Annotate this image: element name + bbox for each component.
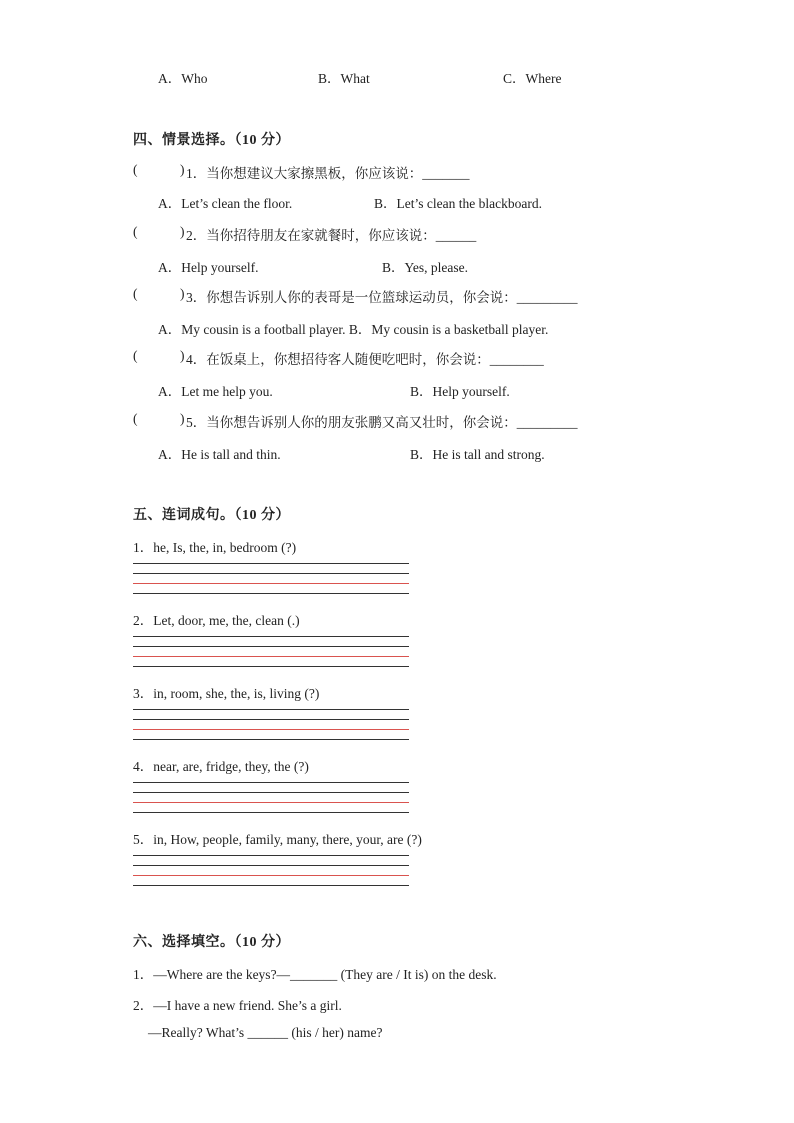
option-b-what: B．What <box>318 71 370 86</box>
question-text: 1．当你想建议大家擦黑板，你应该说：_______ <box>186 166 470 181</box>
question-text: 5．当你想告诉别人你的朋友张鹏又高又壮时，你会说：_________ <box>186 415 578 430</box>
writing-line <box>133 782 409 783</box>
section6-line-3: —Really? What’s ______ (his / her) name? <box>148 1025 383 1040</box>
option-c-where: C．Where <box>503 71 562 86</box>
answer-paren-close: ) <box>180 286 185 301</box>
writing-line-red <box>133 583 409 584</box>
choice-b: B．Help yourself. <box>410 384 510 399</box>
choice-a: A．He is tall and thin. <box>158 447 281 462</box>
section6-line-2: 2．—I have a new friend. She’s a girl. <box>133 998 342 1013</box>
section4-title: 四、情景选择。（10 分） <box>133 133 290 148</box>
writing-lines[interactable] <box>133 563 409 595</box>
writing-line <box>133 563 409 564</box>
answer-paren-close: ) <box>180 411 185 426</box>
writing-line <box>133 792 409 793</box>
answer-paren-open: ( <box>133 224 138 239</box>
writing-line <box>133 719 409 720</box>
choice-a: A．Let’s clean the floor. <box>158 196 293 211</box>
writing-line <box>133 885 409 886</box>
option-a-who: A．Who <box>158 71 208 86</box>
writing-line-red <box>133 729 409 730</box>
answer-paren-open: ( <box>133 162 138 177</box>
answer-paren-open: ( <box>133 286 138 301</box>
word-prompt: 3．in, room, she, the, is, living (?) <box>133 686 320 701</box>
question-text: 4．在饭桌上，你想招待客人随便吃吧时，你会说：________ <box>186 352 544 367</box>
writing-line <box>133 593 409 594</box>
answer-paren-open: ( <box>133 348 138 363</box>
writing-line <box>133 855 409 856</box>
writing-line <box>133 739 409 740</box>
word-prompt: 2．Let, door, me, the, clean (.) <box>133 613 300 628</box>
choice-a-and-b: A．My cousin is a football player. B．My cousin is a basketball player. <box>158 322 549 337</box>
word-prompt: 5．in, How, people, family, many, there, your, are (?) <box>133 832 422 847</box>
question-text: 2．当你招待朋友在家就餐时，你应该说：______ <box>186 228 477 243</box>
section6-line-1: 1．—Where are the keys?—_______ (They are / It is) on the desk. <box>133 967 497 982</box>
choice-b: B．Yes, please. <box>382 260 469 275</box>
answer-paren-close: ) <box>180 162 185 177</box>
writing-line <box>133 573 409 574</box>
writing-lines[interactable] <box>133 709 409 741</box>
question-text: 3．你想告诉别人你的表哥是一位篮球运动员，你会说：_________ <box>186 290 578 305</box>
writing-lines[interactable] <box>133 636 409 668</box>
writing-line <box>133 709 409 710</box>
choice-a: A．Help yourself. <box>158 260 259 275</box>
answer-paren-close: ) <box>180 224 185 239</box>
writing-lines[interactable] <box>133 855 409 887</box>
writing-line <box>133 666 409 667</box>
writing-line <box>133 636 409 637</box>
answer-paren-open: ( <box>133 411 138 426</box>
writing-line <box>133 646 409 647</box>
writing-line <box>133 812 409 813</box>
choice-a: A．Let me help you. <box>158 384 273 399</box>
writing-lines[interactable] <box>133 782 409 814</box>
writing-line-red <box>133 656 409 657</box>
choice-b: B．Let’s clean the blackboard. <box>374 196 542 211</box>
section6-title: 六、选择填空。（10 分） <box>133 935 290 950</box>
writing-line-red <box>133 802 409 803</box>
writing-line-red <box>133 875 409 876</box>
word-prompt: 1．he, Is, the, in, bedroom (?) <box>133 540 297 555</box>
answer-paren-close: ) <box>180 348 185 363</box>
writing-line <box>133 865 409 866</box>
word-prompt: 4．near, are, fridge, they, the (?) <box>133 759 309 774</box>
choice-b: B．He is tall and strong. <box>410 447 545 462</box>
section5-title: 五、连词成句。（10 分） <box>133 508 290 523</box>
